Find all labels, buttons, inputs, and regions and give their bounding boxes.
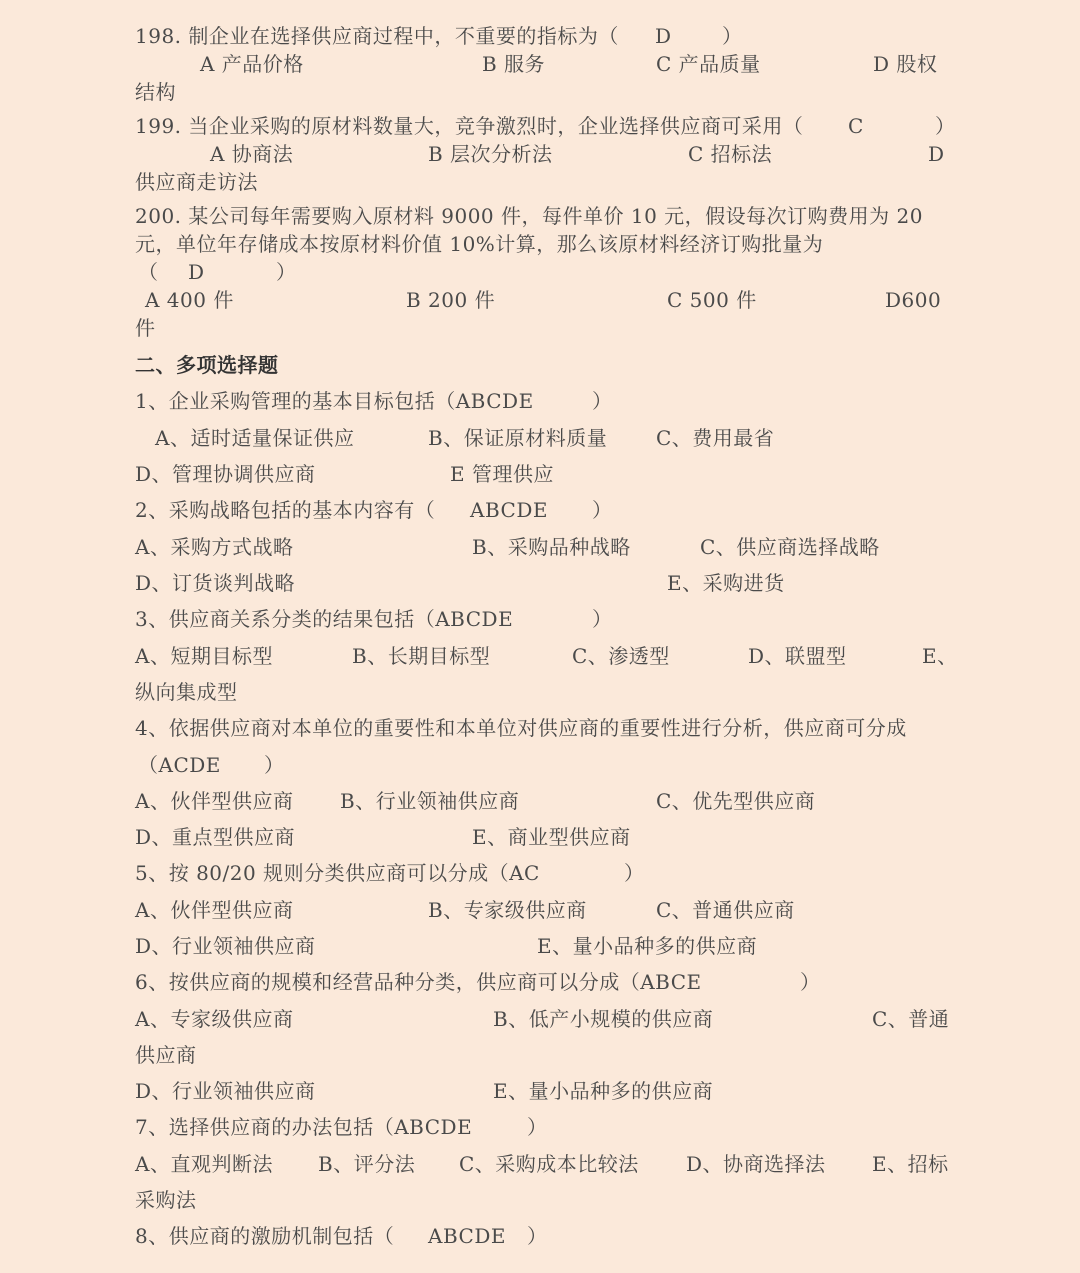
- m5-option-d: D、行业领袖供应商: [135, 934, 316, 958]
- m1-option-d: D、管理协调供应商: [135, 462, 316, 486]
- m1-stem: 1、企业采购管理的基本目标包括（ABCDE: [135, 389, 534, 413]
- q199-option-d-cont: 供应商走访法: [135, 170, 258, 194]
- q199-option-d: D: [928, 142, 945, 166]
- m7-option-e: E、招标: [872, 1152, 949, 1176]
- m4-option-d: D、重点型供应商: [135, 825, 296, 849]
- m4-option-b: B、行业领袖供应商: [340, 789, 520, 813]
- m1-close: ）: [592, 389, 613, 413]
- q200-answer: D: [188, 260, 205, 284]
- m3-option-a: A、短期目标型: [135, 644, 273, 668]
- m5-close: ）: [624, 861, 645, 885]
- q199-option-b: B 层次分析法: [428, 142, 553, 166]
- m2-option-d: D、订货谈判战略: [135, 571, 296, 595]
- m5-option-e: E、量小品种多的供应商: [537, 934, 758, 958]
- m1-option-c: C、费用最省: [656, 426, 775, 450]
- q198-option-d-cont: 结构: [135, 80, 176, 104]
- m5-stem: 5、按 80/20 规则分类供应商可以分成（AC: [135, 861, 540, 885]
- m4-answer: （ACDE: [138, 753, 221, 777]
- q200-stem-1: 200. 某公司每年需要购入原材料 9000 件，每件单价 10 元，假设每次订购费用为 20: [135, 204, 923, 228]
- q199-option-a: A 协商法: [210, 142, 294, 166]
- m6-option-c: C、普通: [872, 1007, 950, 1031]
- m7-option-c: C、采购成本比较法: [459, 1152, 639, 1176]
- m5-option-c: C、普通供应商: [656, 898, 795, 922]
- m1-option-a: A、适时适量保证供应: [155, 426, 355, 450]
- m4-option-e: E、商业型供应商: [472, 825, 631, 849]
- m7-option-e-cont: 采购法: [135, 1188, 197, 1212]
- m1-option-b: B、保证原材料质量: [428, 426, 608, 450]
- m6-option-d: D、行业领袖供应商: [135, 1079, 316, 1103]
- q200-option-a: A 400 件: [145, 288, 234, 312]
- m7-stem: 7、选择供应商的办法包括（ABCDE: [135, 1115, 473, 1139]
- m5-option-a: A、伙伴型供应商: [135, 898, 294, 922]
- m5-option-b: B、专家级供应商: [428, 898, 587, 922]
- m2-option-e: E、采购进货: [667, 571, 785, 595]
- q199-stem: 199. 当企业采购的原材料数量大，竞争激烈时，企业选择供应商可采用（: [135, 114, 804, 138]
- m7-close: ）: [527, 1115, 548, 1139]
- m6-option-e: E、量小品种多的供应商: [493, 1079, 714, 1103]
- m6-option-c-cont: 供应商: [135, 1043, 197, 1067]
- m6-option-b: B、低产小规模的供应商: [493, 1007, 714, 1031]
- m7-option-a: A、直观判断法: [135, 1152, 273, 1176]
- m4-stem: 4、依据供应商对本单位的重要性和本单位对供应商的重要性进行分析，供应商可分成: [135, 716, 907, 740]
- m2-stem: 2、采购战略包括的基本内容有（: [135, 498, 436, 522]
- m2-option-b: B、采购品种战略: [472, 535, 631, 559]
- q198-option-b: B 服务: [482, 52, 546, 76]
- m8-answer: ABCDE: [428, 1224, 506, 1248]
- m6-option-a: A、专家级供应商: [135, 1007, 294, 1031]
- q198-close: ）: [722, 24, 743, 48]
- m8-stem: 8、供应商的激励机制包括（: [135, 1224, 395, 1248]
- m6-stem: 6、按供应商的规模和经营品种分类，供应商可以分成（ABCE: [135, 970, 702, 994]
- m3-option-b: B、长期目标型: [352, 644, 491, 668]
- m3-option-d: D、联盟型: [748, 644, 847, 668]
- m6-close: ）: [800, 970, 821, 994]
- m7-option-d: D、协商选择法: [686, 1152, 826, 1176]
- q199-close: ）: [935, 114, 956, 138]
- m2-option-a: A、采购方式战略: [135, 535, 294, 559]
- m1-option-e: E 管理供应: [450, 462, 554, 486]
- q200-close: ）: [276, 260, 297, 284]
- q200-option-b: B 200 件: [406, 288, 496, 312]
- m3-option-e: E、: [922, 644, 958, 668]
- q200-option-c: C 500 件: [667, 288, 757, 312]
- q198-option-d: D 股权: [873, 52, 938, 76]
- m2-answer: ABCDE: [470, 498, 548, 522]
- m7-option-b: B、评分法: [318, 1152, 416, 1176]
- m2-option-c: C、供应商选择战略: [700, 535, 880, 559]
- m3-option-e-cont: 纵向集成型: [135, 680, 238, 704]
- m3-option-c: C、渗透型: [572, 644, 670, 668]
- section-heading: 二、多项选择题: [135, 353, 279, 377]
- m2-close: ）: [592, 498, 613, 522]
- q199-answer: C: [848, 114, 864, 138]
- m8-close: ）: [527, 1224, 548, 1248]
- m4-option-c: C、优先型供应商: [656, 789, 816, 813]
- q200-paren-open: （: [138, 260, 159, 284]
- q200-stem-2: 元，单位年存储成本按原材料价值 10%计算，那么该原材料经济订购批量为: [135, 232, 824, 256]
- m3-close: ）: [592, 607, 613, 631]
- q198-option-c: C 产品质量: [656, 52, 761, 76]
- q200-option-d: D600: [885, 288, 942, 312]
- q198-stem: 198. 制企业在选择供应商过程中，不重要的指标为（: [135, 24, 619, 48]
- m4-option-a: A、伙伴型供应商: [135, 789, 294, 813]
- q200-option-d-cont: 件: [135, 316, 156, 340]
- m4-close: ）: [264, 753, 285, 777]
- q198-option-a: A 产品价格: [200, 52, 304, 76]
- q198-answer: D: [655, 24, 672, 48]
- q199-option-c: C 招标法: [688, 142, 773, 166]
- m3-stem: 3、供应商关系分类的结果包括（ABCDE: [135, 607, 514, 631]
